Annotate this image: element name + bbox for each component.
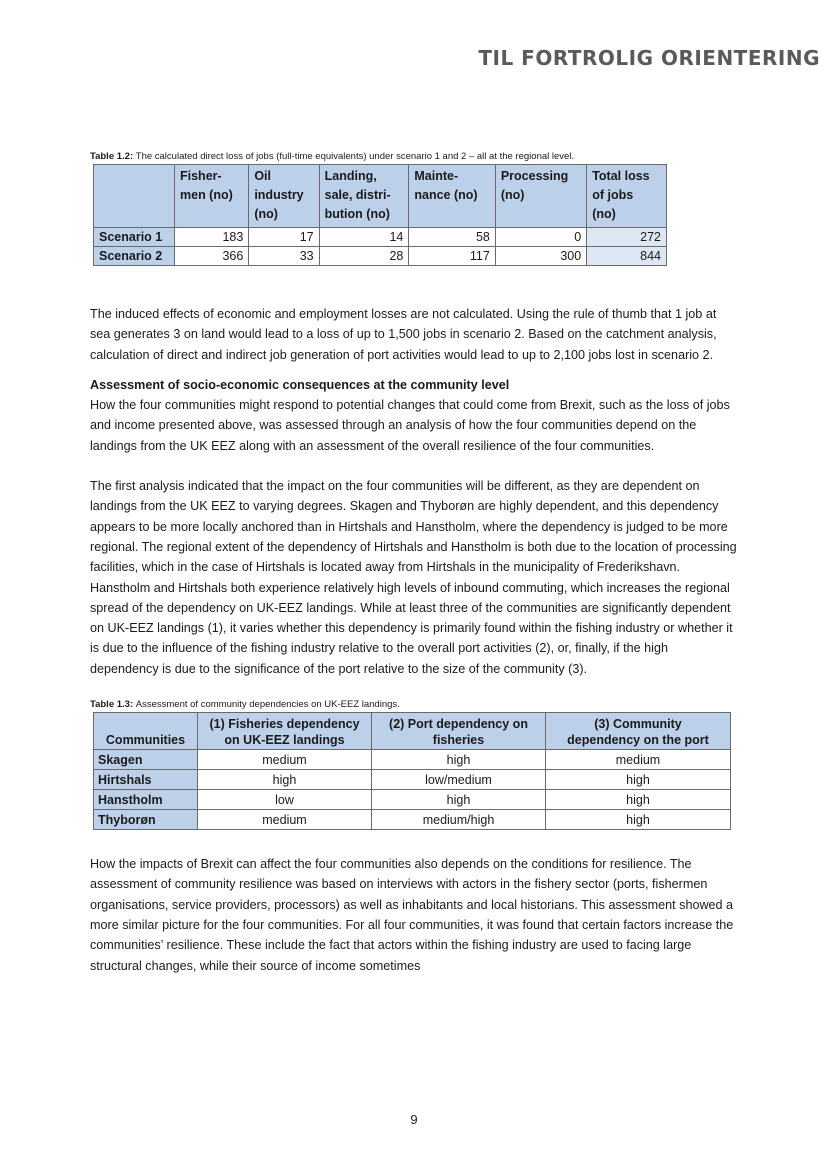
header-community-dependency: (3) Community dependency on the port [546,713,731,750]
cell: 28 [319,247,409,266]
row-label: Scenario 2 [94,247,175,266]
table-row [94,770,731,790]
table-row [94,810,731,830]
table-1-2-caption: Table 1.2: The calculated direct loss of jobs (full-time equivalents) under scenario 1 and 2 – all at the regional level. [90,151,575,162]
cell: 366 [175,247,249,266]
cell: 17 [249,228,319,247]
page-number: 9 [410,1112,418,1127]
table-row [94,247,667,266]
cell: high [546,770,731,790]
table-header-row [94,713,731,750]
total-cell: 844 [587,247,667,266]
table-header-row [94,165,667,228]
row-label: Skagen [94,750,198,770]
table-row [94,750,731,770]
header-fisheries-dependency: (1) Fisheries dependency on UK-EEZ landings [198,713,372,750]
cell: medium [198,810,372,830]
cell: high [546,810,731,830]
cell: low/medium [372,770,546,790]
row-label: Scenario 1 [94,228,175,247]
header-maintenance: Mainte- nance (no) [409,165,495,228]
section-subheading: Assessment of socio-economic consequences at the community level [90,377,510,392]
cell: 33 [249,247,319,266]
header-fishermen: Fisher- men (no) [175,165,249,228]
header-oil-industry: Oil industry (no) [249,165,319,228]
cell: high [546,790,731,810]
row-label: Hanstholm [94,790,198,810]
cell: high [372,750,546,770]
paragraph: How the four communities might respond to potential changes that could come from Brexit, such as the loss of jobs and income presented above, was assessed through an analysis of how the four communities depend on the landings from the UK EEZ along with an assessment of the overall resilience of the four communities. [90,398,730,453]
community-dependency-table [93,712,731,830]
table-row [94,790,731,810]
page-content [90,151,740,976]
row-label: Hirtshals [94,770,198,790]
header-landing-sale: Landing, sale, distri- bution (no) [319,165,409,228]
jobs-loss-table [93,164,667,266]
cell: 14 [319,228,409,247]
paragraph: How the impacts of Brexit can affect the four communities also depends on the conditions for resilience. The assessment of community resilience was based on interviews with actors in the fishery sector (ports, fishermen organisations, service providers, processors) as well as inhabitants and local historians. This assessment showed a more similar picture for the four communities. For all four communities, it was found that certain factors increase the communities’ resilience. These include the fact that actors within the fishing industry are used to facing large structural changes, while their source of income sometimes [90,857,734,973]
row-label: Thyborøn [94,810,198,830]
cell: 0 [495,228,586,247]
cell: medium [198,750,372,770]
cell: 58 [409,228,495,247]
header-total-loss: Total loss of jobs (no) [587,165,667,228]
cell: high [198,770,372,790]
cell: medium [546,750,731,770]
paragraph: The first analysis indicated that the impact on the four communities will be different, as they are dependent on landings from the UK EEZ to varying degrees. Skagen and Thyborøn are highly dependent, and this dependency appears to be more locally anchored than in Hirtshals and Hanstholm, where the dependency is judged to be more regional. The regional extent of the dependency of Hirtshals and Hanstholm is both due to the location of processing facilities, which in the case of Hirtshals is located away from Hirtshals in the municipality of Frederikshavn. Hanstholm and Hirtshals both experience relatively high levels of inbound commuting, which increases the regional spread of the dependency on UK-EEZ landings. While at least three of the communities are significantly dependent on UK-EEZ landings (1), it varies whether this dependency is primarily found within the fishing industry or whether it is due to the influence of the fishing industry relative to the overall port activities (2), or, finally, if the high dependency is due to the significance of the port relative to the size of the community (3). [90,479,737,676]
cell: high [372,790,546,810]
cell: 300 [495,247,586,266]
total-cell: 272 [587,228,667,247]
header-processing: Processing (no) [495,165,586,228]
header-port-dependency: (2) Port dependency on fisheries [372,713,546,750]
header-communities: Communities [94,713,198,750]
cell: 117 [409,247,495,266]
cell: low [198,790,372,810]
table-1-3-caption: Table 1.3: Assessment of community dependencies on UK-EEZ landings. [90,699,400,711]
cell: 183 [175,228,249,247]
cell: medium/high [372,810,546,830]
confidential-stamp: TIL FORTROLIG ORIENTERING [478,46,820,70]
corner-cell [94,165,175,228]
paragraph: The induced effects of economic and employment losses are not calculated. Using the rule of thumb that 1 job at sea generates 3 on land would lead to a loss of up to 1,500 jobs in scenario 2. Based on the catchment analysis, calculation of direct and indirect job generation of port activities would lead to up to 2,100 jobs lost in scenario 2. [90,307,717,362]
table-row [94,228,667,247]
